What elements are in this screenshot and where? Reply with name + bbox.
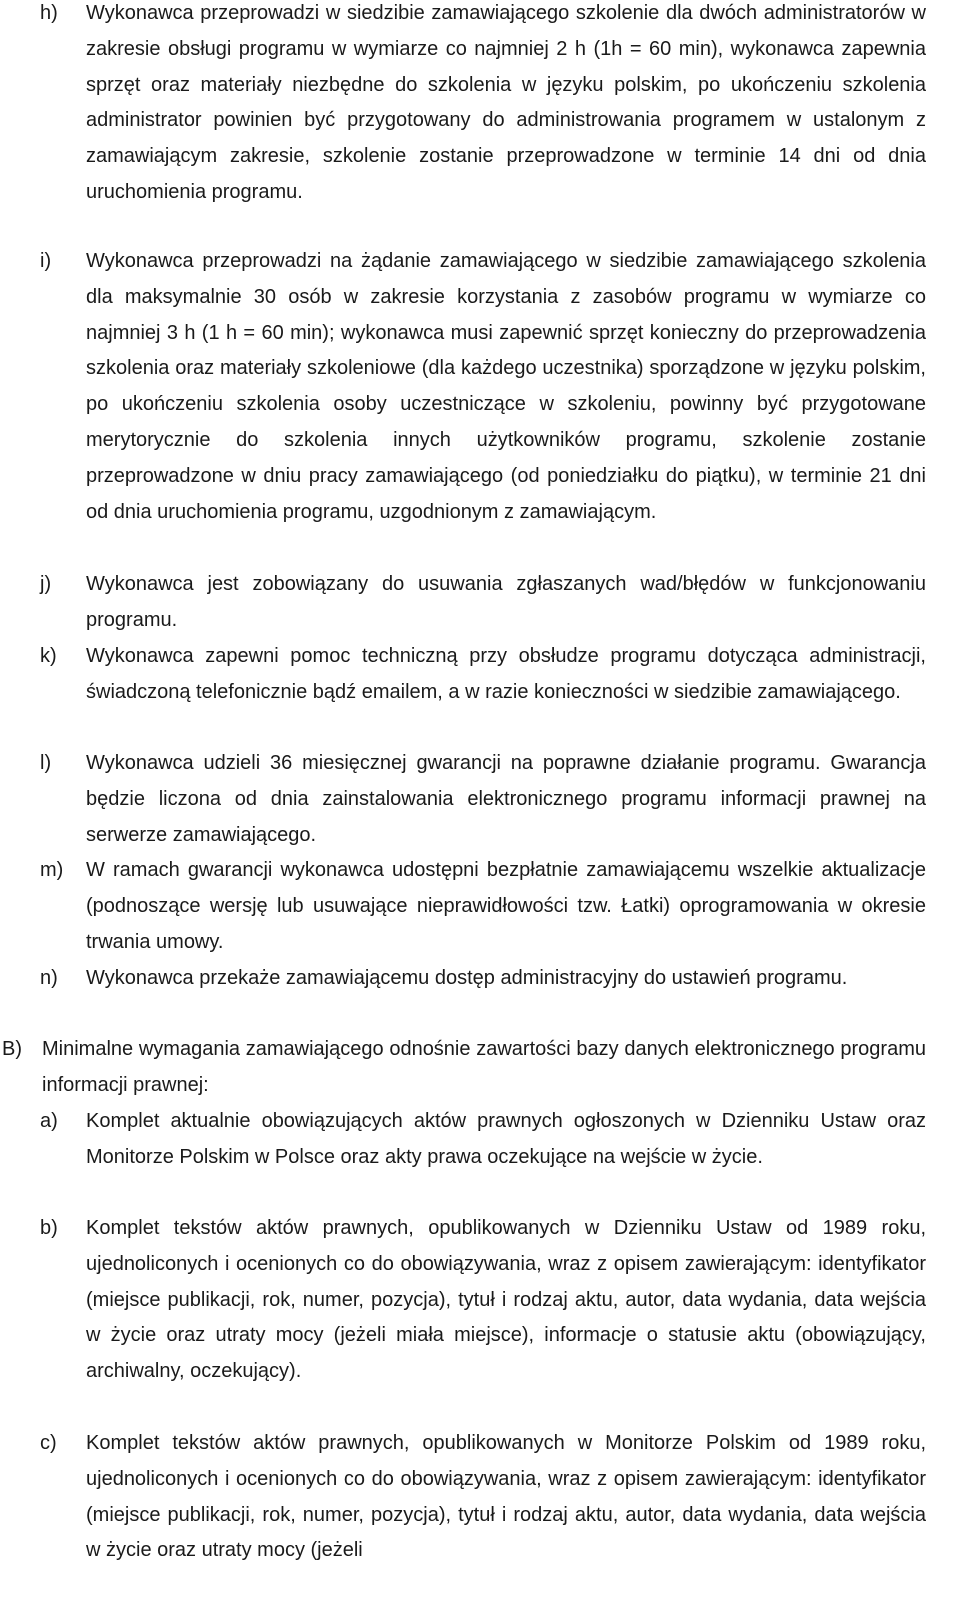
list-marker: l): [40, 752, 52, 774]
list-item-m: [40, 853, 926, 960]
list-item-text: Wykonawca przeprowadzi na żądanie zamawiającego w siedzibie zamawiającego szkolenia dla maksymalnie 30 osób w zakresie korzystania z zasobów programu w wymiarze co najmniej 3 h (1 h = 60 min); wykonawca musi zapewnić sprzęt konieczny do przeprowadzenia szkolenia oraz materiały szkoleniowe (dla każdego uczestnika) sporządzone w języku polskim, po ukończeniu szkolenia osoby uczestniczące w szkoleniu, powinny być przygotowane merytorycznie do szkolenia innych użytkowników programu, szkolenie zostanie przeprowadzone w dniu pracy zamawiającego (od poniedziałku do piątku), w terminie 21 dni od dnia uruchomienia programu, uzgodnionym z zamawiającym.: [86, 250, 926, 523]
section-marker: B): [2, 1038, 22, 1060]
section-heading-text: Minimalne wymagania zamawiającego odnośnie zawartości bazy danych elektronicznego programu informacji prawnej:: [42, 1038, 926, 1096]
list-item-text: Wykonawca jest zobowiązany do usuwania zgłaszanych wad/błędów w funkcjonowaniu programu.: [86, 573, 926, 631]
list-item-l: [40, 746, 926, 853]
list-item-n: [40, 961, 926, 997]
section-b-item-b: [40, 1211, 926, 1390]
list-item-i: [40, 244, 926, 530]
list-item-text: Wykonawca udzieli 36 miesięcznej gwarancji na poprawne działanie programu. Gwarancja będzie liczona od dnia zainstalowania elektronicznego programu informacji prawnej na serwerze zamawiającego.: [86, 752, 926, 846]
list-marker: k): [40, 645, 57, 667]
list-item-h: [40, 0, 926, 211]
list-marker: h): [40, 2, 58, 24]
list-item-j: [40, 567, 926, 639]
list-item-text: Wykonawca przeprowadzi w siedzibie zamawiającego szkolenie dla dwóch administratorów w zakresie obsługi programu w wymiarze co najmniej 2 h (1h = 60 min), wykonawca zapewnia sprzęt oraz materiały niezbędne do szkolenia w języku polskim, po ukończeniu szkolenia administrator powinien być przygotowany do administrowania programem w ustalonym z zamawiającym zakresie, szkolenie zostanie przeprowadzone w terminie 14 dni od dnia uruchomienia programu.: [86, 2, 926, 203]
list-item-text: W ramach gwarancji wykonawca udostępni bezpłatnie zamawiającemu wszelkie aktualizacje (podnoszące wersję lub usuwające nieprawidłowości tzw. Łatki) oprogramowania w okresie trwania umowy.: [86, 859, 926, 953]
section-b-item-a: [40, 1104, 926, 1176]
list-item-text: Wykonawca zapewni pomoc techniczną przy obsłudze programu dotycząca administracji, świadczoną telefonicznie bądź emailem, a w razie konieczności w siedzibie zamawiającego.: [86, 645, 926, 703]
list-marker: a): [40, 1110, 58, 1132]
list-item-text: Komplet tekstów aktów prawnych, opublikowanych w Dzienniku Ustaw od 1989 roku, ujednoliconych i ocenionych co do obowiązywania, wraz z opisem zawierającym: identyfikator (miejsce publikacji, rok, numer, pozycja), tytuł i rodzaj aktu, autor, data wydania, data wejścia w życie oraz utraty mocy (jeżeli miała miejsce), informacje o statusie aktu (obowiązujący, archiwalny, oczekujący).: [86, 1217, 926, 1383]
list-marker: c): [40, 1432, 57, 1454]
list-item-text: Komplet aktualnie obowiązujących aktów prawnych ogłoszonych w Dzienniku Ustaw oraz Monitorze Polskim w Polsce oraz akty prawa oczekujące na wejście w życie.: [86, 1110, 926, 1168]
list-marker: j): [40, 573, 52, 595]
list-item-text: Wykonawca przekaże zamawiającemu dostęp administracyjny do ustawień programu.: [86, 967, 848, 989]
section-b: [2, 1032, 926, 1104]
list-item-k: [40, 639, 926, 711]
list-marker: n): [40, 967, 58, 989]
list-marker: b): [40, 1217, 58, 1239]
section-b-item-c: [40, 1426, 926, 1569]
list-marker: m): [40, 859, 64, 881]
list-marker: i): [40, 250, 52, 272]
list-item-text: Komplet tekstów aktów prawnych, opublikowanych w Monitorze Polskim od 1989 roku, ujednoliconych i ocenionych co do obowiązywania, wraz z opisem zawierającym: identyfikator (miejsce publikacji, rok, numer, pozycja), tytuł i rodzaj aktu, autor, data wydania, data wejścia w życie oraz utraty mocy (jeżeli: [86, 1432, 926, 1562]
